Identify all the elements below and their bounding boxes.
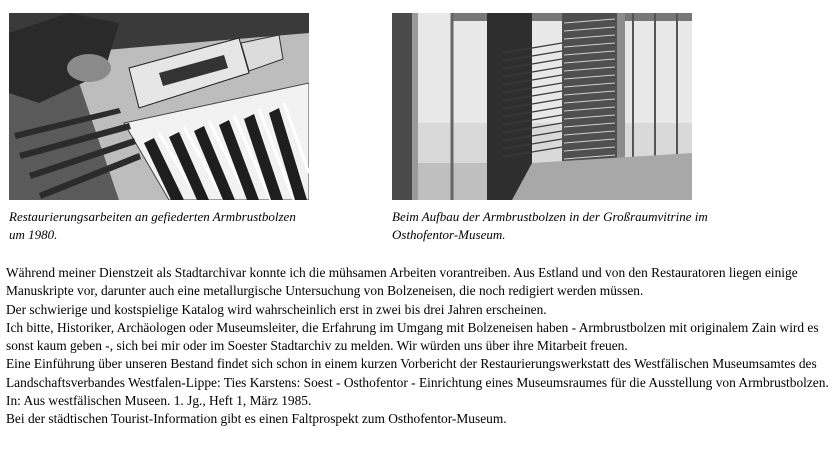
display-case-photo-graphic [392, 13, 692, 200]
restoration-photo [9, 13, 309, 200]
paragraph-call-for-experts: Ich bitte, Historiker, Archäologen oder Museumsleiter, die Erfahrung im Umgang mit Bolzeneisen haben - Armbrustbolzen mit originalem Zain wird es sonst kaum geben -, sich bei mir oder im Soester Stadtarchiv zu melden. Wir würden uns über ihre Mitarbeit freuen. [6, 319, 819, 354]
caption-line: Restaurierungsarbeiten an gefiederten Armbrustbolzen [9, 209, 296, 224]
paragraph-work-progress: Während meiner Dienstzeit als Stadtarchivar konnte ich die mühsamen Arbeiten vorantreiben. Aus Estland und von den Restauratoren liegen einige Manuskripte vor, darunter auch eine metallurgische Untersuchung von Bolzeneisen, die noch redigiert werden müssen. [6, 265, 798, 299]
paragraph-catalog: Der schwierige und kostspielige Katalog wird wahrscheinlich erst in zwei bis drei Jahren erscheinen. [6, 301, 547, 317]
paragraph-introduction-reference: Eine Einführung über unseren Bestand findet sich schon in einem kurzen Vorbericht der Restaurierungswerkstatt des Westfälischen Museumsamtes des Landschaftsverbandes Westfalen-Lippe: Ties Karstens: Soest - Osthofentor - Einrichtung eines Museumsraumes für die Ausstellung von Armbrustbolzen. In: Aus westfälischen Museen. 1. Jg., Heft 1, März 1985. [6, 356, 829, 409]
restoration-photo-graphic [9, 13, 309, 200]
display-case-photo [392, 13, 692, 200]
paragraph-tourist-info: Bei der städtischen Tourist-Information gibt es einen Faltprospekt zum Osthofentor-Museum. [6, 411, 507, 427]
caption-line: um 1980. [9, 227, 58, 242]
caption-line: Beim Aufbau der Armbrustbolzen in der Großraumvitrine im [392, 209, 708, 224]
restoration-photo-caption [9, 208, 389, 244]
caption-line: Osthofentor-Museum. [392, 227, 506, 242]
display-case-photo-caption [392, 208, 822, 244]
article-body [6, 264, 830, 429]
